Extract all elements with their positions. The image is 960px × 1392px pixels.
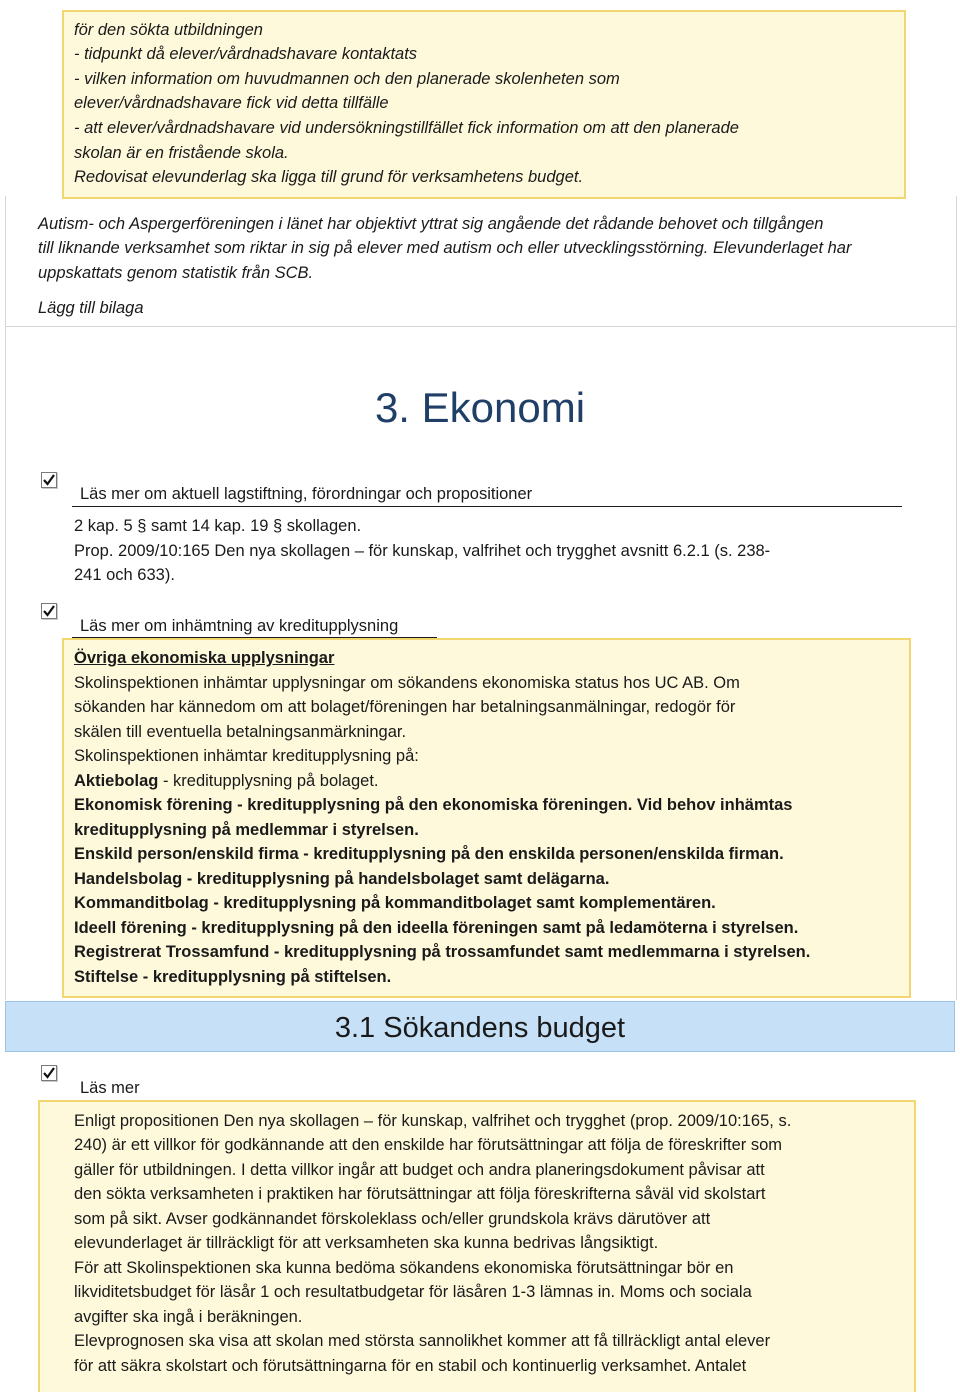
credit-ab-rest: - kreditupplysning på bolaget. — [158, 772, 379, 790]
checkbox-laws[interactable] — [41, 472, 57, 488]
note-line: - tidpunkt då elever/vårdnadshavare kontaktats — [74, 45, 418, 63]
checkmark-icon — [42, 604, 56, 618]
credit-entity-line: Ideell förening - kreditupplysning på den ideella föreningen samt på ledamöterna i styrelsen. — [74, 919, 799, 937]
law-reference: Prop. 2009/10:165 Den nya skollagen – för kunskap, valfrihet och trygghet avsnitt 6.2.1 (s. 238- — [74, 542, 771, 560]
budget-text: likviditetsbudget för läsår 1 och resultatbudgetar för läsåren 1-3 lämnas in. Moms och sociala — [74, 1283, 752, 1301]
credit-text: skälen till eventuella betalningsanmärkningar. — [74, 723, 407, 741]
law-reference: 2 kap. 5 § samt 14 kap. 19 § skollagen. — [74, 517, 362, 535]
credit-entity-line: Stiftelse - kreditupplysning på stiftelsen. — [74, 968, 392, 986]
checkbox-credit[interactable] — [41, 603, 57, 619]
credit-box-title: Övriga ekonomiska upplysningar — [74, 649, 335, 667]
credit-entity-line: Registrerat Trossamfund - kreditupplysning på trossamfundet samt medlemmarna i styrelsen. — [74, 943, 811, 961]
read-more-laws-link[interactable]: Läs mer om aktuell lagstiftning, förordningar och propositioner — [80, 485, 533, 503]
budget-text: som på sikt. Avser godkännandet förskoleklass och/eller grundskola krävs därutöver att — [74, 1210, 711, 1228]
add-attachment-link[interactable]: Lägg till bilaga — [38, 299, 144, 317]
budget-text: 240) är ett villkor för godkännande att den enskilde har förutsättningar att följa de föreskrifter som — [74, 1136, 783, 1154]
budget-text: för att säkra skolstart och förutsättningarna för en stabil och kontinuerlig verksamhet. Antalet — [74, 1357, 747, 1375]
credit-ab-bold: Aktiebolag — [74, 772, 159, 790]
answer-line: Autism- och Aspergerföreningen i länet har objektivt yttrat sig angående det rådande behovet och tillgången — [38, 215, 824, 233]
note-line: skolan är en fristående skola. — [74, 144, 289, 162]
note-line: för den sökta utbildningen — [74, 21, 263, 39]
budget-text: Enligt propositionen Den nya skollagen – för kunskap, valfrihet och trygghet (prop. 2009/10:165, s. — [74, 1112, 792, 1130]
credit-text: Skolinspektionen inhämtar kreditupplysning på: — [74, 747, 419, 765]
answer-line: till liknande verksamhet som riktar in sig på elever med autism och eller utvecklingsstörning. Elevunderlaget har — [38, 239, 852, 257]
note-line: Redovisat elevunderlag ska ligga till grund för verksamhetens budget. — [74, 168, 584, 186]
checkmark-icon — [42, 473, 56, 487]
section-heading-budget: 3.1 Sökandens budget — [334, 1012, 626, 1044]
section-heading-economy: 3. Ekonomi — [374, 384, 586, 431]
note-line: elever/vårdnadshavare fick vid detta tillfälle — [74, 94, 389, 112]
budget-text: elevunderlaget är tillräckligt för att verksamheten ska kunna bedrivas långsiktigt. — [74, 1234, 659, 1252]
read-more-budget-link[interactable]: Läs mer — [80, 1079, 140, 1097]
credit-entity-line: Ekonomisk förening - kreditupplysning på den ekonomiska föreningen. Vid behov inhämtas — [74, 796, 793, 814]
read-more-credit-link[interactable]: Läs mer om inhämtning av kreditupplysning — [80, 617, 399, 635]
credit-entity-line: Kommanditbolag - kreditupplysning på kommanditbolaget samt komplementären. — [74, 894, 716, 912]
credit-text: sökanden har kännedom om att bolaget/föreningen har betalningsanmälningar, redogör för — [74, 698, 736, 716]
budget-text: Elevprognosen ska visa att skolan med största sannolikhet kommer att få tillräckligt antal elever — [74, 1332, 771, 1350]
budget-text: För att Skolinspektionen ska kunna bedöma sökandens ekonomiska förutsättningar bör en — [74, 1259, 734, 1277]
law-reference: 241 och 633). — [74, 566, 175, 584]
budget-text: den sökta verksamheten i praktiken har förutsättningar att följa föreskrifterna såväl vid skolstart — [74, 1185, 766, 1203]
credit-entity-line: Handelsbolag - kreditupplysning på handelsbolaget samt delägarna. — [74, 870, 610, 888]
note-line: - att elever/vårdnadshavare vid undersökningstillfället fick information om att den planerade — [74, 119, 739, 137]
credit-entity-line: kreditupplysning på medlemmar i styrelsen. — [74, 821, 419, 839]
credit-entity-line: Enskild person/enskild firma - kreditupplysning på den enskilda personen/enskilda firman. — [74, 845, 784, 863]
budget-text: avgifter ska ingå i beräkningen. — [74, 1308, 303, 1326]
credit-text: Skolinspektionen inhämtar upplysningar om sökandens ekonomiska status hos UC AB. Om — [74, 674, 740, 692]
divider — [72, 506, 902, 507]
checkbox-budget[interactable] — [41, 1065, 57, 1081]
budget-text: gäller för utbildningen. I detta villkor ingår att budget och andra planeringsdokument påvisar att — [74, 1161, 765, 1179]
note-line: - vilken information om huvudmannen och den planerade skolenheten som — [74, 70, 620, 88]
credit-ab-line — [74, 769, 379, 794]
checkmark-icon — [42, 1066, 56, 1080]
answer-line: uppskattats genom statistik från SCB. — [38, 264, 314, 282]
